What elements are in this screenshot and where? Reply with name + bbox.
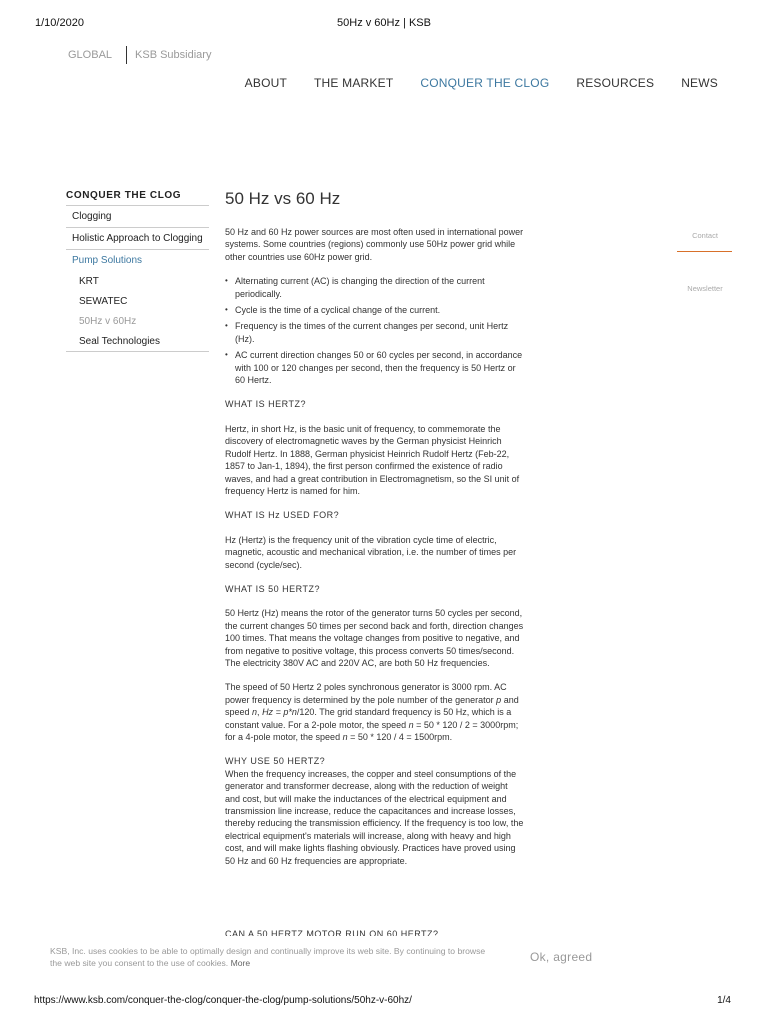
main-nav [245,76,718,90]
print-date: 1/10/2020 [35,17,84,29]
var-p: p [496,694,502,705]
sidebar-item-sewatec[interactable]: SEWATEC [79,296,128,307]
article [225,188,525,879]
hz-used-paragraph: Hz (Hertz) is the frequency unit of the vibration cycle time of electric, magnetic, acoustic and mechanical vibration, i.e. the number of times per second (cycle/sec). [225,534,517,570]
section-heading-what-is-50-hertz: WHAT IS 50 HERTZ? [225,583,321,594]
sidebar-item-clogging[interactable]: Clogging [66,206,209,228]
print-page-number: 1/4 [717,995,731,1006]
text-run: The speed of 50 Hertz 2 poles synchronous generator is 3000 rpm. AC power frequency is determined by the pole number of the generator [225,682,507,705]
sidebar-item-krt[interactable]: KRT [79,276,99,287]
page-title: 50 Hz vs 60 Hz [225,189,341,208]
sidebar-heading[interactable]: CONQUER THE CLOG [66,190,209,206]
nav-resources[interactable]: RESOURCES [576,76,655,90]
cookie-message: KSB, Inc. uses cookies to be able to optimally design and continually improve its web site. By continuing to browse the web site you consent to the use of cookies. [50,946,486,968]
text-run: = 50 * 120 / 4 = 1500rpm. [347,732,453,742]
var-n: n [342,732,348,742]
site-switcher [68,46,211,64]
section-heading-why-use-50-hertz: WHY USE 50 HERTZ? [225,756,326,767]
generator-speed-paragraph [225,681,525,743]
50-hertz-paragraph: 50 Hertz (Hz) means the rotor of the generator turns 50 cycles per second, the current changes 50 times per second back and forth, direction changes 100 times. That means the voltage changes from positive to negative, and from negative to positive voltage, this process converts 50 times/second. The electricity 380V AC and 220V AC, are both 50 Hz frequencies. [225,608,524,668]
text-run: = 50 * 120 / 2 = 3000rpm; for a 4-pole motor, the speed [225,719,519,742]
sidebar-item-pump-solutions[interactable]: Pump Solutions [72,255,143,266]
var-n: n [408,719,414,730]
nav-conquer-the-clog[interactable]: CONQUER THE CLOG [420,76,550,90]
section-heading-hz-used-for: WHAT IS Hz USED FOR? [225,510,340,521]
text-run: and speed [225,694,519,718]
list-item: • Cycle is the time of a cyclical change of the current. [235,304,525,316]
why-paragraph: When the frequency increases, the copper and steel consumptions of the generator and transformer decrease, along with the reduction of weight and cost, but will make the inductances of the electrical equipment and transmission line increase, reduce the capacitances and increase losses, thereby reducing the transmission efficiency. If the frequency is too low, the electrical equipment's materials will increase, along with heavy and high cost, and will make lights flashing obviously. Practices have proved using 50 Hz and 60 Hz frequencies are appropriate. [225,768,524,866]
sidebar-item-holistic-approach[interactable]: Holistic Approach to Clogging [66,228,209,250]
newsletter-link[interactable]: Newsletter [687,284,723,293]
nav-news[interactable]: NEWS [681,76,718,90]
sidebar-item-50hz-v-60hz[interactable]: 50Hz v 60Hz [79,316,137,327]
text-run: /120. The grid standard frequency is 50 Hz, which is a constant value. For a 2-pole motor, the speed [225,707,512,730]
cookie-more-link[interactable]: More [230,958,251,968]
nav-the-market[interactable]: THE MARKET [314,76,394,90]
list-item: • AC current direction changes 50 or 60 cycles per second, in accordance with 100 or 120 changes per second, then the frequency is 50 Hertz or 60 Hertz. [235,349,525,386]
var-n: n [252,707,258,718]
contact-underline [677,251,732,252]
print-title: 50Hz v 60Hz | KSB [337,17,431,29]
subsidiary-link[interactable]: KSB Subsidiary [135,49,212,61]
list-item: • Alternating current (AC) is changing the direction of the current periodically. [235,275,525,300]
list-item: • Frequency is the times of the current changes per second, unit Hertz (Hz). [235,320,525,345]
cutoff-heading: CAN A 50 HERTZ MOTOR RUN ON 60 HERTZ? [225,929,439,936]
cookie-text [50,945,490,969]
text-run: , [257,707,263,718]
sidebar [66,190,209,352]
formula: Hz = p*n [262,707,297,718]
global-link[interactable]: GLOBAL [68,49,113,61]
nav-about[interactable]: ABOUT [244,76,288,90]
cookie-accept-button[interactable]: Ok, agreed [530,950,593,964]
cookie-banner [0,936,768,983]
print-url: https://www.ksb.com/conquer-the-clog/conquer-the-clog/pump-solutions/50hz-v-60hz/ [34,995,412,1006]
divider [126,46,127,64]
intro-paragraph: 50 Hz and 60 Hz power sources are most often used in international power systems. Some countries (regions) commonly use 50Hz power grid while other countries use 60Hz power grid. [225,227,524,262]
section-heading-what-is-hertz: WHAT IS HERTZ? [225,399,307,410]
contact-link[interactable]: Contact [692,231,718,240]
sidebar-item-seal-technologies[interactable]: Seal Technologies [66,331,209,352]
hertz-paragraph: Hertz, in short Hz, is the basic unit of frequency, to commemorate the discovery of electromagnetic waves by the German physicist Heinrich Rudolf Hertz. In 1888, German physicist Heinrich Rudolf Hertz (Feb-22, 1857 to Jan-1, 1894), the first person confirmed the existence of radio waves, and had a great contribution in Electromagnetism, so the SI unit of frequency Hertz is named for him. [225,423,520,496]
bullet-list [225,275,525,386]
